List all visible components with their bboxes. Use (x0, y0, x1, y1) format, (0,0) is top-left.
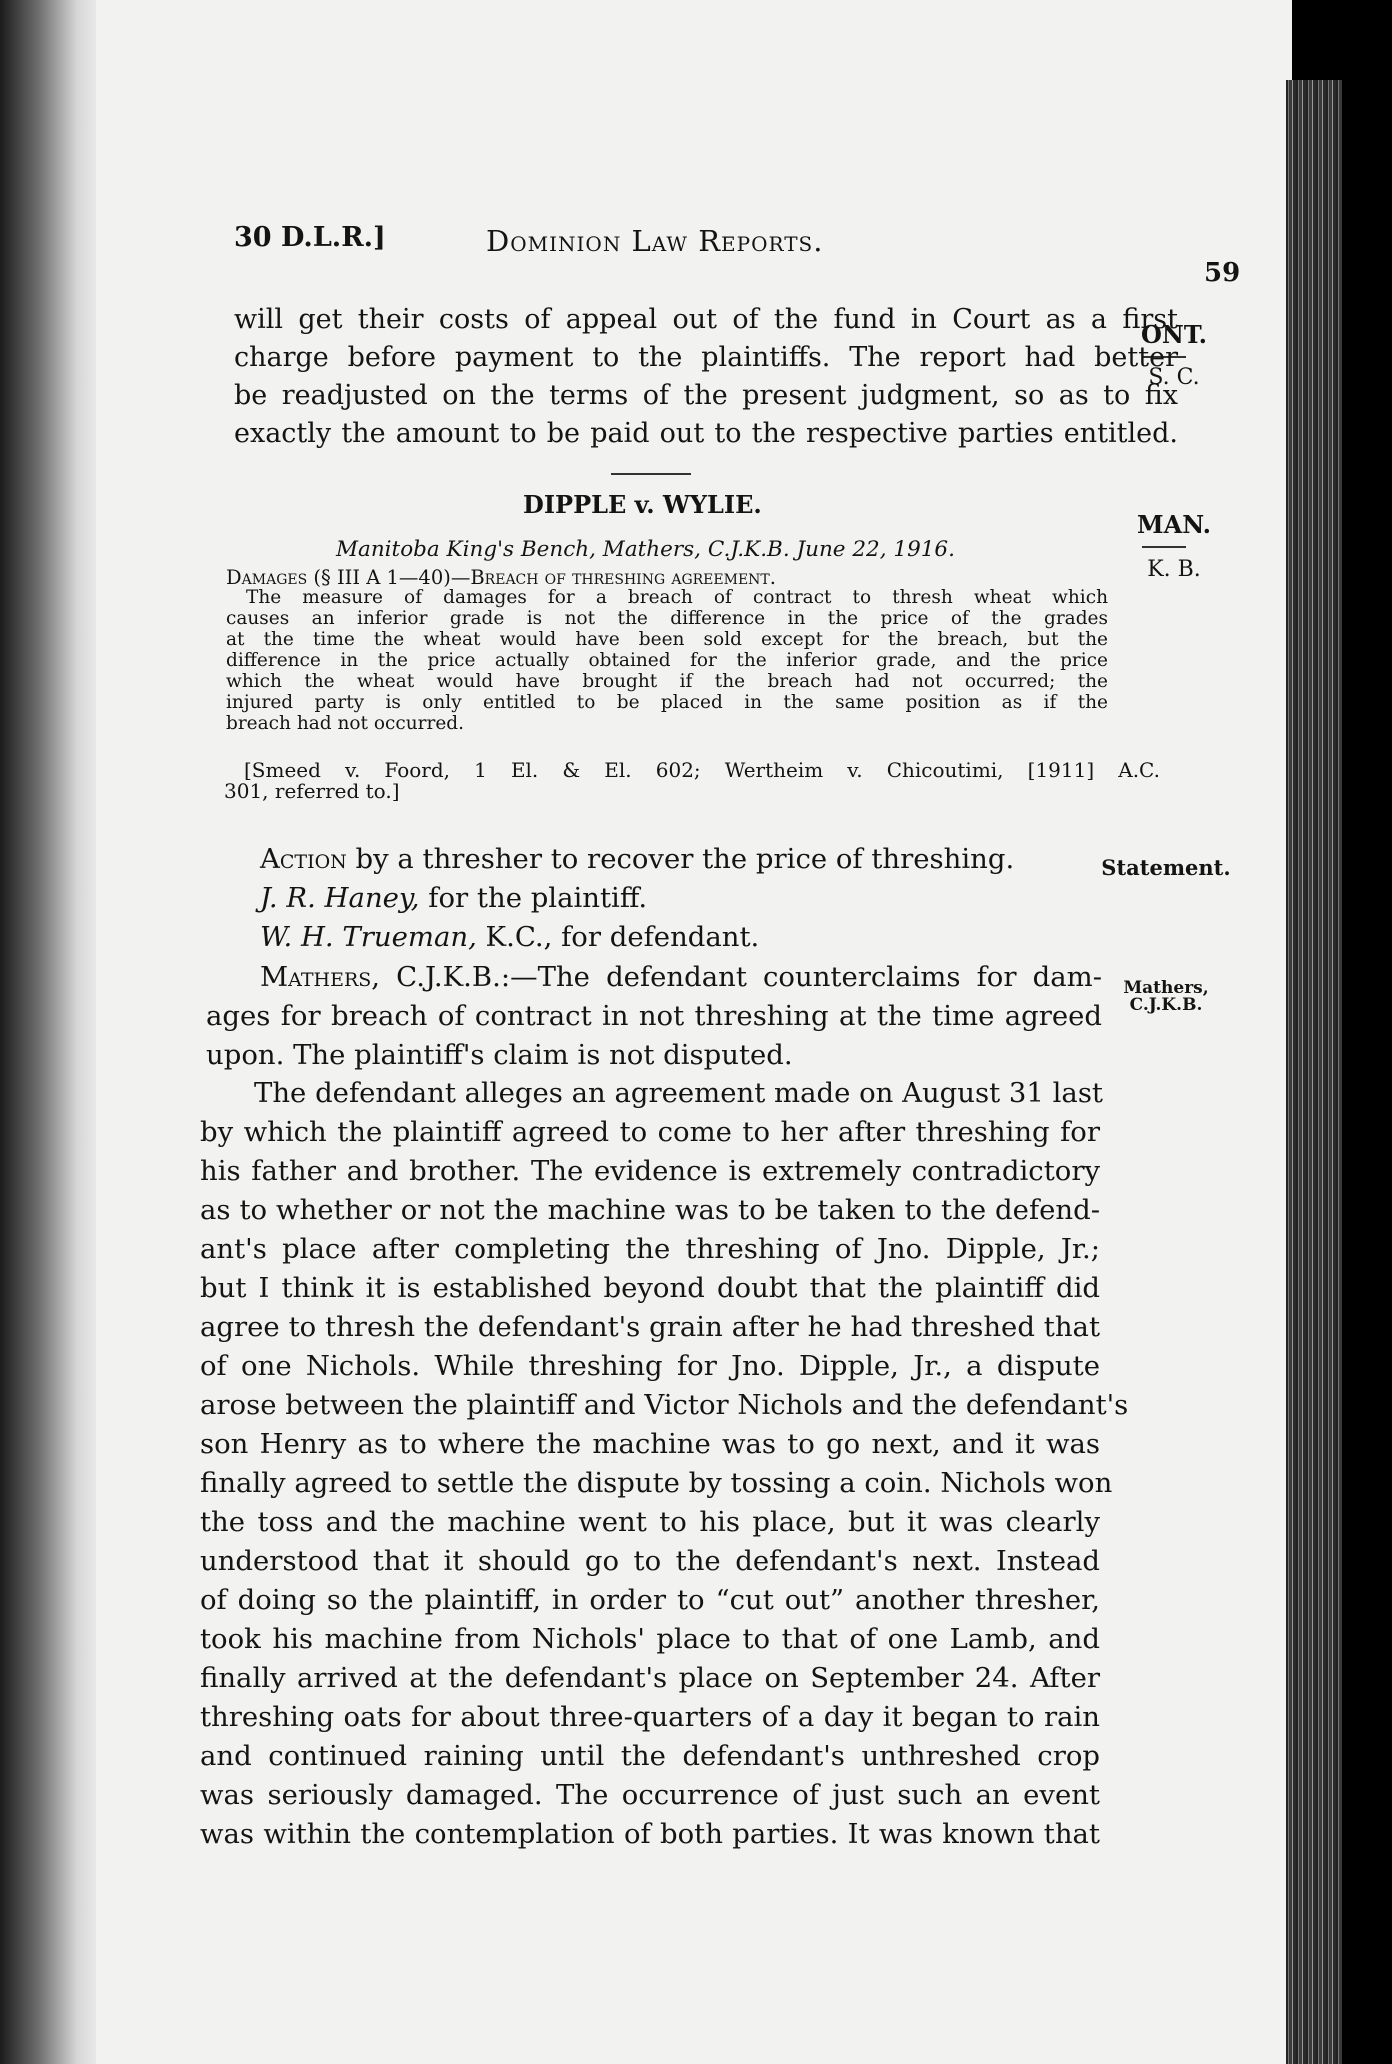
headnote-line: breach had not occurred. (226, 713, 464, 734)
text-line: his father and brother. The evidence is extremely contradictory (200, 1155, 1100, 1187)
side-label-sc: S. C. (1148, 365, 1200, 390)
headnote-line: injured party is only entitled to be placed in the same position as if the (226, 692, 1108, 713)
defendant-counsel-role: K.C., for defendant. (476, 921, 760, 953)
text-line: by which the plaintiff agreed to come to her after threshing for (200, 1116, 1100, 1148)
action-word: Action (260, 843, 347, 875)
headnote-line: at the time the wheat would have been sold except for the breach, but the (226, 629, 1108, 650)
text-line: charge before payment to the plaintiffs. The report had better (234, 342, 1178, 373)
headnote-line: The measure of damages for a breach of contract to thresh wheat which (246, 587, 1108, 608)
court-line: Manitoba King's Bench, Mathers, C.J.K.B. June 22, 1916. (336, 537, 955, 562)
side-label-kb: K. B. (1147, 557, 1201, 582)
side-label-statement: Statement. (1101, 855, 1231, 880)
running-title: Dominion Law Reports. (486, 224, 824, 258)
headnote-topic (226, 568, 1108, 589)
side-label-man: MAN. (1137, 510, 1211, 539)
text-line: took his machine from Nichols' place to that of one Lamb, and (200, 1623, 1100, 1655)
text-line: finally arrived at the defendant's place on September 24. After (200, 1662, 1100, 1694)
plaintiff-counsel-role: for the plaintiff. (419, 882, 648, 914)
headnote-line: causes an inferior grade is not the difference in the price of the grades (226, 608, 1108, 629)
plaintiff-counsel-line (260, 879, 1120, 918)
citation-line: 301, referred to.] (224, 779, 400, 803)
opening-paragraph (234, 300, 1178, 470)
text-line: arose between the plaintiff and Victor Nichols and the defendant's (200, 1389, 1129, 1421)
case-title: DIPPLE v. WYLIE. (523, 490, 762, 519)
text-line: exactly the amount to be paid out to the respective parties entitled. (234, 418, 1178, 449)
action-line (260, 840, 1120, 879)
book-spine-edge (1286, 80, 1342, 2064)
headnote-line: difference in the price actually obtained for the inferior grade, and the price (226, 650, 1108, 671)
action-text: by a thresher to recover the price of threshing. (346, 843, 1015, 875)
case-separator (611, 473, 691, 475)
text-line: upon. The plaintiff's claim is not disputed. (206, 1039, 793, 1071)
side-label-judge-title: C.J.K.B. (1129, 995, 1203, 1015)
judgment-opening (206, 958, 1102, 1078)
text-line: was seriously damaged. The occurrence of just such an event (200, 1779, 1100, 1811)
side-label-judge (1081, 980, 1251, 1014)
judgment-first-text: :—The defendant counterclaims for dam- (500, 961, 1102, 993)
defendant-counsel-line (260, 918, 1120, 957)
case-introduction (260, 840, 1120, 960)
judgment-body (200, 1074, 1129, 1874)
plaintiff-counsel-name: J. R. Haney, (260, 882, 420, 914)
side-label-ont: ONT. (1141, 320, 1207, 349)
text-line: threshing oats for about three-quarters of a day it began to rain (200, 1701, 1100, 1733)
volume-reference: 30 D.L.R.] (234, 222, 386, 253)
facing-page-edge (0, 0, 96, 2064)
page-number: 59 (1204, 258, 1241, 288)
text-line: finally agreed to settle the dispute by tossing a coin. Nichols won (200, 1467, 1113, 1499)
text-line: be readjusted on the terms of the present judgment, so as to fix (234, 380, 1178, 411)
headnote (226, 568, 1108, 768)
text-line: ant's place after completing the threshing of Jno. Dipple, Jr.; (200, 1233, 1100, 1265)
text-line: the toss and the machine went to his place, but it was clearly (200, 1506, 1100, 1538)
text-line: understood that it should go to the defendant's next. Instead (200, 1545, 1100, 1577)
text-line: of one Nichols. While threshing for Jno. Dipple, Jr., a dispute (200, 1350, 1100, 1382)
citation-line: [Smeed v. Foord, 1 El. & El. 602; Wertheim v. Chicoutimi, [1911] A.C. (244, 758, 1160, 782)
text-line: as to whether or not the machine was to be taken to the defend- (200, 1194, 1100, 1226)
text-line: ages for breach of contract in not threshing at the time agreed (206, 1000, 1102, 1032)
headnote-topic-text: Damages (§ III A 1—40)—Breach of threshing agreement. (226, 566, 776, 589)
book-page (96, 0, 1292, 2064)
text-line (260, 958, 1102, 997)
defendant-counsel-name: W. H. Trueman, (260, 921, 477, 953)
text-line: of doing so the plaintiff, in order to “cut out” another thresher, (200, 1584, 1100, 1616)
text-line: and continued raining until the defendant's unthreshed crop (200, 1740, 1100, 1772)
text-line: was within the contemplation of both parties. It was known that (200, 1818, 1100, 1850)
text-line: son Henry as to where the machine was to go next, and it was (200, 1428, 1100, 1460)
judge-name: Mathers, C.J.K.B. (260, 961, 501, 993)
text-line: but I think it is established beyond doubt that the plaintiff did (200, 1272, 1100, 1304)
side-divider (1142, 546, 1186, 548)
side-label-judge-name: Mathers, (1123, 978, 1209, 998)
cited-cases (224, 760, 1160, 810)
headnote-line: which the wheat would have brought if the breach had not occurred; the (226, 671, 1108, 692)
text-line: The defendant alleges an agreement made on August 31 last (254, 1077, 1103, 1109)
text-line: agree to thresh the defendant's grain after he had threshed that (200, 1311, 1100, 1343)
text-line: will get their costs of appeal out of the fund in Court as a first (234, 304, 1178, 335)
